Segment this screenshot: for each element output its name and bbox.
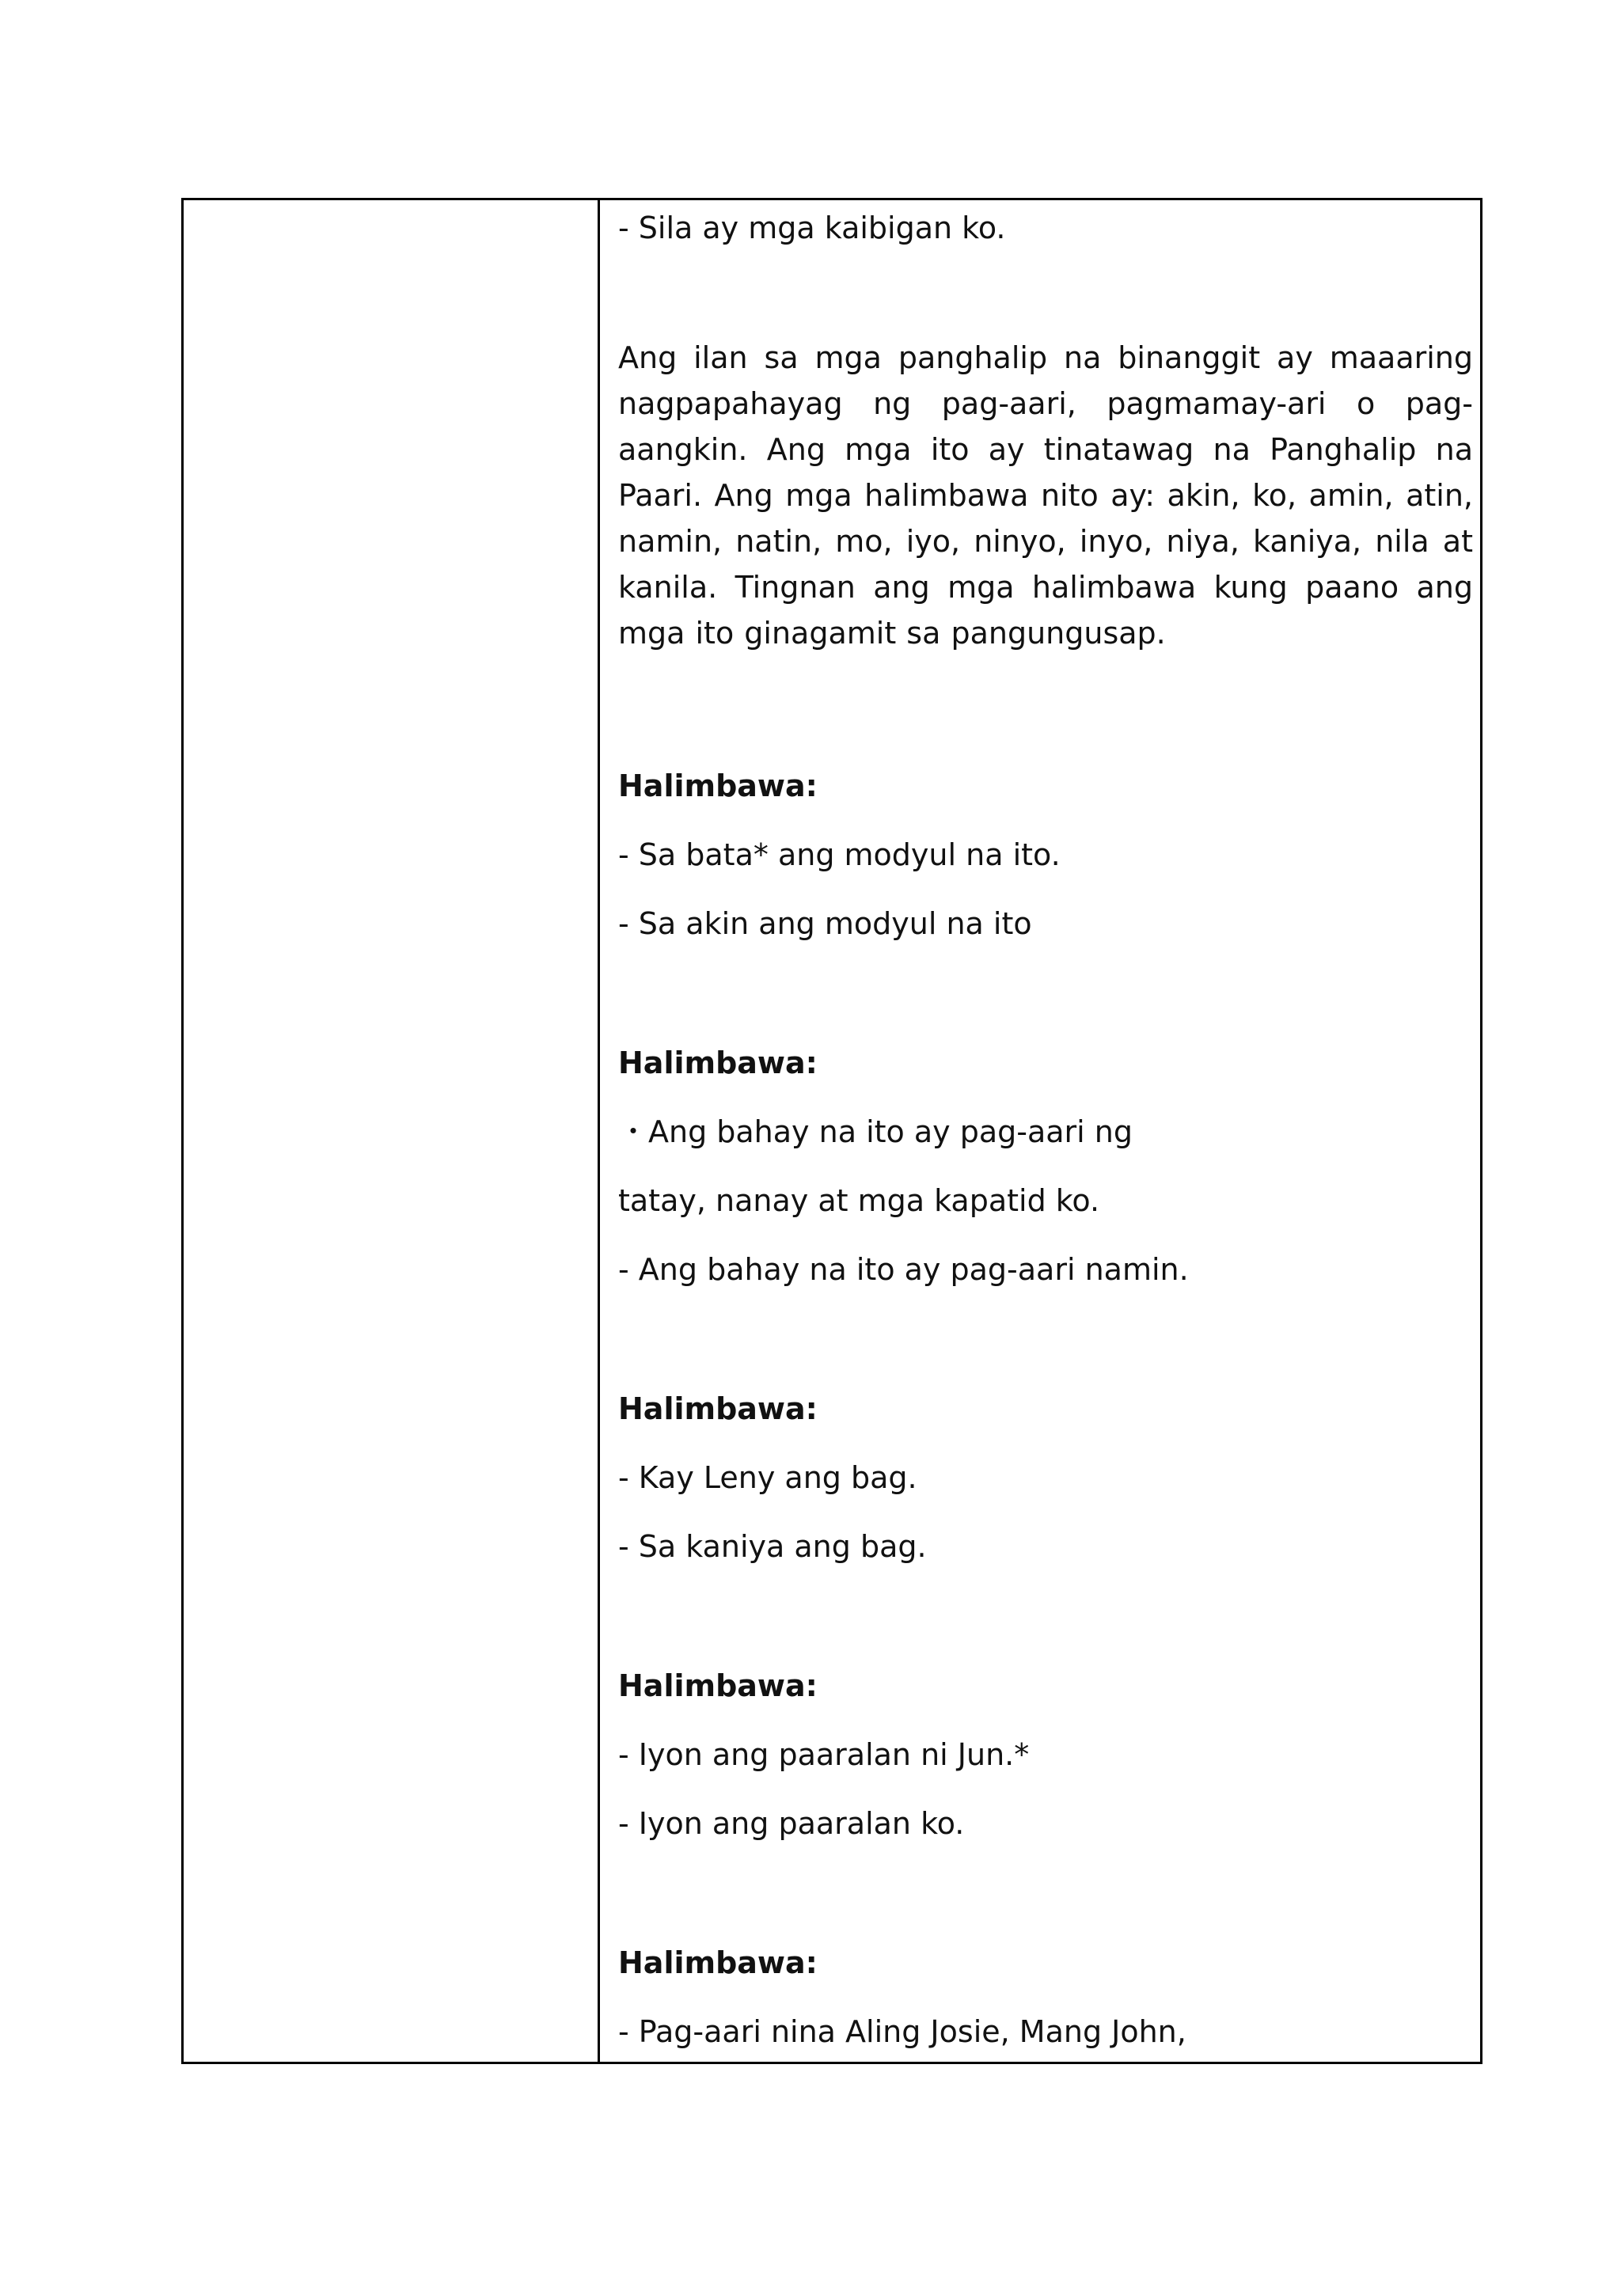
- example-heading: Halimbawa:: [618, 768, 818, 803]
- example-line: - Sa bata* ang modyul na ito.: [618, 837, 1061, 872]
- example-line: - Sa akin ang modyul na ito: [618, 906, 1032, 941]
- intro-line: - Sila ay mga kaibigan ko.: [618, 211, 1006, 245]
- example-heading: Halimbawa:: [618, 1945, 818, 1980]
- example-heading: Halimbawa:: [618, 1391, 818, 1426]
- example-line: tatay, nanay at mga kapatid ko.: [618, 1183, 1100, 1218]
- example-line: - Iyon ang paaralan ni Jun.*: [618, 1737, 1030, 1772]
- example-line: - Pag-aari nina Aling Josie, Mang John,: [618, 2014, 1186, 2049]
- example-heading: Halimbawa:: [618, 1046, 818, 1080]
- explanation-paragraph: Ang ilan sa mga panghalip na binanggit ay maaaring nagpapahayag ng pag-aari, pagmamay-ari o pag-aangkin. Ang mga ito ay tinatawag na Panghalip na Paari. Ang mga halimbawa nito ay: akin, ko, amin, atin, namin, natin, mo, iyo, ninyo, inyo, niya, kaniya, nila at kanila. Tingnan ang mga halimbawa kung paano ang mga ito ginagamit sa pangungusap.: [618, 340, 1473, 651]
- example-heading: Halimbawa:: [618, 1668, 818, 1703]
- example-line: - Iyon ang paaralan ko.: [618, 1806, 965, 1841]
- content-table: [181, 198, 1482, 2064]
- example-line: - Ang bahay na ito ay pag-aari namin.: [618, 1252, 1189, 1287]
- left-cell: [184, 200, 598, 2062]
- example-line: - Kay Leny ang bag.: [618, 1460, 917, 1495]
- example-line: - Sa kaniya ang bag.: [618, 1529, 927, 1564]
- right-cell: [600, 200, 1480, 2062]
- example-line: ・Ang bahay na ito ay pag-aari ng: [618, 1114, 1133, 1149]
